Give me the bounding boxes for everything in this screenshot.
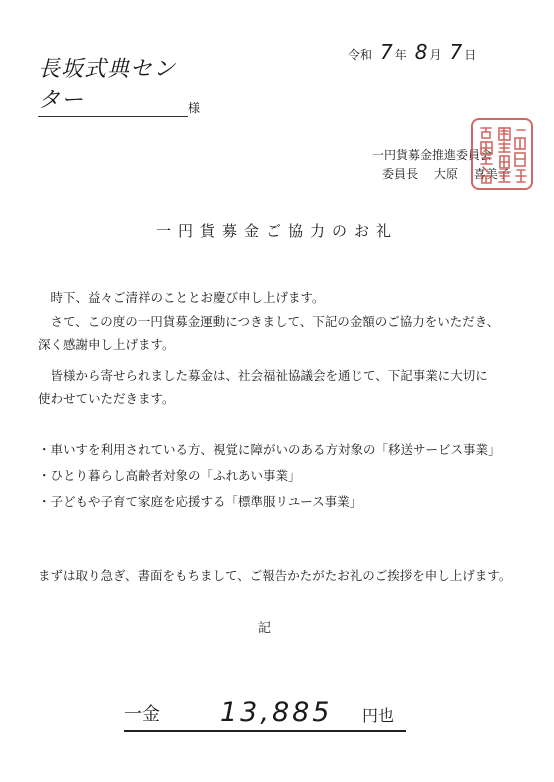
project-list: [38, 437, 501, 515]
recipient-line: [38, 57, 201, 117]
date-year: 7: [380, 40, 393, 64]
sender-surname: 大原: [433, 167, 458, 181]
date-day: 7: [449, 40, 463, 64]
date-day-unit: 日: [464, 48, 477, 62]
amount-prefix: 一金: [124, 704, 160, 725]
letter-title: 一円貨募金ご協力のお礼: [155, 222, 398, 240]
official-seal: [471, 118, 533, 190]
paragraph-greeting: [38, 286, 518, 309]
paragraph-line: さて、この度の一円貨募金運動につきまして、下記の金額のご協力をいただき、: [50, 314, 500, 329]
amount-value: 13,885: [220, 697, 333, 728]
paragraph-line: 皆様から寄せられました募金は、社会福祉協議会を通じて、下記事業に大切に: [50, 368, 488, 383]
seal-stamp-graphic: [473, 120, 531, 188]
recipient-honorific: 様: [188, 101, 201, 115]
date-era: 令和: [348, 48, 373, 62]
sender-organization: 一円貨募金推進委員会: [372, 148, 493, 162]
list-item: ・車いすを利用されている方、視覚に障がいのある方対象の「移送サービス事業」: [38, 442, 501, 457]
list-item: ・ひとり暮らし高齢者対象の「ふれあい事業」: [38, 468, 301, 483]
date-month: 8: [414, 40, 428, 64]
amount-suffix: 円也: [362, 706, 395, 725]
date-year-unit: 年: [394, 48, 407, 62]
donation-amount: [124, 694, 406, 732]
closing-remark: まずは取り急ぎ、書面をもちまして、ご報告かたがたお礼のご挨拶を申し上げます。: [38, 568, 512, 583]
date-month-unit: 月: [429, 48, 442, 62]
sender-title: 委員長: [382, 167, 419, 181]
paragraph-thanks: [38, 310, 518, 356]
letter-date: [348, 40, 482, 64]
list-item: ・子どもや子育て家庭を応援する「標準服リユース事業」: [38, 494, 363, 509]
paragraph-line: 使わせていただきます。: [38, 391, 175, 406]
paragraph-line: 時下、益々ご清祥のこととお慶び申し上げます。: [50, 290, 325, 305]
sender-given-name: 喜美子: [473, 167, 510, 181]
paragraph-line: 深く感謝申し上げます。: [38, 337, 175, 352]
paragraph-usage: [38, 364, 518, 410]
ki-heading: 記: [258, 621, 272, 636]
recipient-name: 長坂式典センター: [38, 57, 177, 113]
